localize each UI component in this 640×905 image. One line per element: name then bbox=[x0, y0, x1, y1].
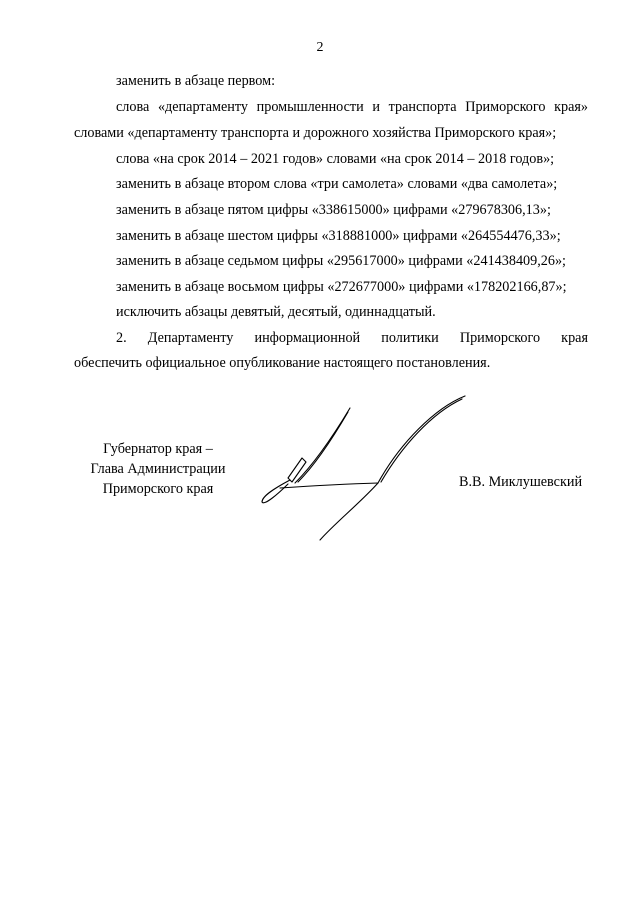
paragraph-replace-first: заменить в абзаце первом: bbox=[116, 73, 276, 89]
signatory-title-line2: Глава Администрации bbox=[90, 461, 226, 477]
paragraph-planes: заменить в абзаце втором слова «три самолета» словами «два самолета»; bbox=[116, 176, 558, 192]
paragraph-item2-line1: 2. Департаменту информационной политики Приморского края bbox=[116, 330, 588, 346]
signatory-title bbox=[74, 439, 242, 499]
signatory-name: В.В. Миклушевский bbox=[459, 474, 583, 490]
paragraph-fifth: заменить в абзаце пятом цифры «338615000» цифрами «279678306,13»; bbox=[116, 202, 551, 218]
paragraph-item2-line2: обеспечить официальное опубликование настоящего постановления. bbox=[74, 355, 491, 371]
page-number: 2 bbox=[316, 40, 324, 55]
paragraph-seventh: заменить в абзаце седьмом цифры «295617000» цифрами «241438409,26»; bbox=[116, 253, 566, 269]
signatory-title-line1: Губернатор края – bbox=[103, 441, 213, 457]
paragraph-exclude: исключить абзацы девятый, десятый, одиннадцатый. bbox=[116, 304, 436, 320]
paragraph-words-line2: словами «департаменту транспорта и дорожного хозяйства Приморского края»; bbox=[74, 125, 557, 141]
handwritten-signature bbox=[250, 388, 480, 548]
paragraph-words-line1: слова «департаменту промышленности и транспорта Приморского края» bbox=[116, 99, 588, 115]
paragraph-term: слова «на срок 2014 – 2021 годов» словами «на срок 2014 – 2018 годов»; bbox=[116, 151, 555, 167]
paragraph-eighth: заменить в абзаце восьмом цифры «272677000» цифрами «178202166,87»; bbox=[116, 279, 567, 295]
paragraph-sixth: заменить в абзаце шестом цифры «318881000» цифрами «264554476,33»; bbox=[116, 228, 561, 244]
signatory-title-line3: Приморского края bbox=[102, 481, 214, 497]
